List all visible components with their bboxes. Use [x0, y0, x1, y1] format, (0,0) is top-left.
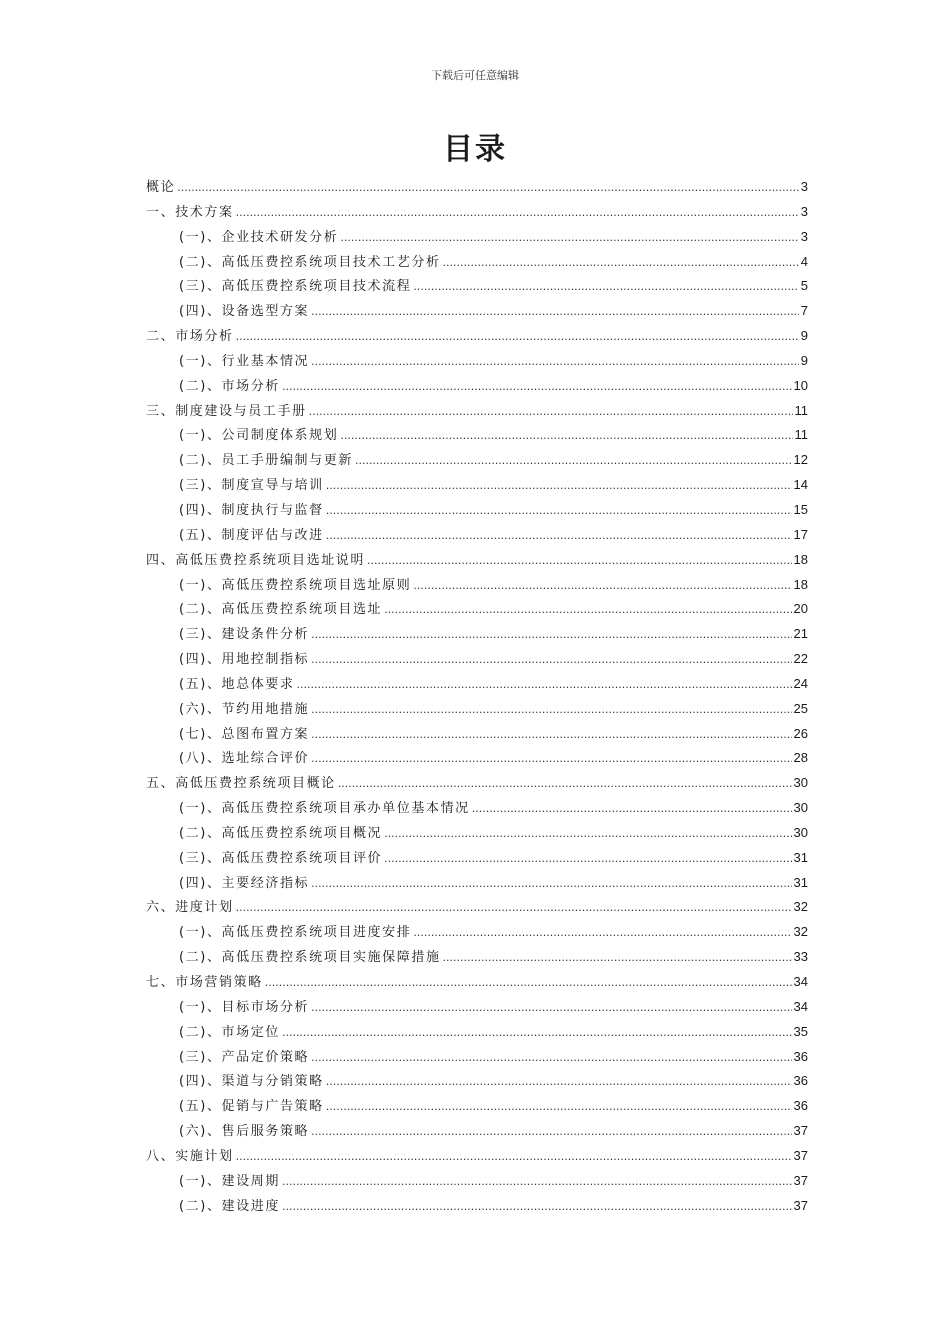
toc-entry[interactable]	[146, 673, 808, 698]
toc-page-number: 7	[800, 303, 808, 319]
toc-entry-text: (五)、促销与广告策略	[179, 1099, 324, 1115]
toc-entry-text: (二)、高低压费控系统项目选址	[179, 602, 383, 618]
toc-page-number: 24	[793, 675, 808, 691]
toc-page-number: 31	[793, 849, 808, 865]
toc-leader-dots	[236, 1150, 792, 1163]
toc-entry[interactable]	[146, 698, 808, 723]
toc-entry[interactable]	[146, 1170, 808, 1195]
toc-entry-text: (六)、售后服务策略	[179, 1124, 310, 1140]
toc-entry-text: (二)、高低压费控系统项目技术工艺分析	[179, 254, 441, 270]
toc-entry-text: 六、进度计划	[146, 900, 234, 916]
toc-entry[interactable]	[146, 971, 808, 996]
toc-page-number: 37	[793, 1197, 808, 1213]
toc-entry-text: (二)、市场定位	[179, 1024, 280, 1040]
toc-leader-dots	[309, 405, 793, 418]
toc-page-number: 18	[793, 576, 808, 592]
toc-leader-dots	[311, 728, 791, 741]
toc-leader-dots	[326, 479, 792, 492]
toc-entry[interactable]	[146, 598, 808, 623]
toc-leader-dots	[367, 554, 792, 567]
toc-page-number: 36	[793, 1098, 808, 1114]
toc-leader-dots	[236, 206, 799, 219]
toc-entry[interactable]	[146, 623, 808, 648]
toc-entry-text: 一、技术方案	[146, 204, 234, 220]
toc-page-number: 32	[793, 899, 808, 915]
toc-entry-text: (一)、建设周期	[179, 1173, 280, 1189]
toc-page-number: 37	[793, 1172, 808, 1188]
toc-leader-dots	[282, 380, 792, 393]
toc-leader-dots	[282, 1200, 792, 1213]
toc-entry[interactable]	[146, 1195, 808, 1220]
toc-entry-text: (一)、高低压费控系统项目进度安排	[179, 925, 412, 941]
toc-entry[interactable]	[146, 1120, 808, 1145]
toc-page-number: 35	[793, 1023, 808, 1039]
toc-leader-dots	[311, 752, 791, 765]
toc-entry[interactable]	[146, 375, 808, 400]
toc-page-number: 37	[793, 1123, 808, 1139]
toc-entry[interactable]	[146, 1021, 808, 1046]
toc-leader-dots	[355, 454, 792, 467]
toc-entry-text: (二)、员工手册编制与更新	[179, 453, 353, 469]
toc-entry[interactable]	[146, 300, 808, 325]
toc-page-number: 14	[793, 477, 808, 493]
toc-entry-text: (二)、高低压费控系统项目实施保障措施	[179, 950, 441, 966]
toc-entry[interactable]	[146, 424, 808, 449]
toc-leader-dots	[413, 926, 791, 939]
toc-entry-text: (一)、行业基本情况	[179, 353, 310, 369]
toc-entry[interactable]	[146, 772, 808, 797]
table-of-contents	[146, 176, 808, 1219]
toc-entry-text: (一)、企业技术研发分析	[179, 229, 339, 245]
toc-page-number: 26	[793, 725, 808, 741]
toc-page-number: 10	[793, 377, 808, 393]
toc-leader-dots	[311, 1001, 791, 1014]
toc-entry[interactable]	[146, 1046, 808, 1071]
toc-leader-dots	[311, 355, 799, 368]
toc-entry[interactable]	[146, 275, 808, 300]
toc-leader-dots	[311, 628, 791, 641]
toc-entry[interactable]	[146, 1095, 808, 1120]
toc-entry-text: (三)、制度宣导与培训	[179, 478, 324, 494]
toc-page-number: 22	[793, 651, 808, 667]
toc-entry-text: (四)、用地控制指标	[179, 652, 310, 668]
toc-entry-text: 概论	[146, 180, 176, 195]
toc-entry-text: 五、高低压费控系统项目概论	[146, 776, 336, 792]
page-title: 目录	[443, 132, 507, 167]
toc-entry-text: (三)、产品定价策略	[179, 1049, 310, 1065]
toc-entry[interactable]	[146, 474, 808, 499]
toc-page-number: 3	[800, 203, 808, 219]
toc-leader-dots	[413, 579, 791, 592]
toc-leader-dots	[282, 1175, 792, 1188]
toc-leader-dots	[311, 877, 791, 890]
toc-leader-dots	[311, 1125, 791, 1138]
toc-leader-dots	[443, 951, 792, 964]
toc-leader-dots	[338, 777, 792, 790]
toc-entry-text: (八)、选址综合评价	[179, 751, 310, 767]
toc-entry-text: (四)、制度执行与监督	[179, 502, 324, 518]
toc-leader-dots	[236, 330, 799, 343]
toc-entry[interactable]	[146, 996, 808, 1021]
toc-page-number: 17	[793, 526, 808, 542]
toc-entry[interactable]	[146, 574, 808, 599]
toc-entry-text: (一)、高低压费控系统项目选址原则	[179, 577, 412, 593]
toc-entry[interactable]	[146, 1070, 808, 1095]
toc-leader-dots	[340, 429, 792, 442]
toc-entry-text: 八、实施计划	[146, 1148, 234, 1164]
toc-entry-text: (七)、总图布置方案	[179, 726, 310, 742]
toc-entry-text: 三、制度建设与员工手册	[146, 403, 307, 419]
toc-page-number: 9	[800, 328, 808, 344]
toc-entry[interactable]	[146, 549, 808, 574]
toc-entry-text: (四)、设备选型方案	[179, 304, 310, 320]
toc-entry-text: (二)、建设进度	[179, 1198, 280, 1214]
toc-page-number: 34	[793, 974, 808, 989]
toc-entry-text: (六)、节约用地措施	[179, 701, 310, 717]
toc-entry-text: (一)、目标市场分析	[179, 999, 310, 1015]
toc-entry[interactable]	[146, 524, 808, 549]
toc-leader-dots	[282, 1026, 792, 1039]
toc-page-number: 30	[793, 800, 808, 816]
toc-leader-dots	[177, 181, 799, 194]
toc-page-number: 11	[794, 427, 808, 443]
toc-leader-dots	[443, 256, 799, 269]
toc-leader-dots	[311, 305, 799, 318]
toc-page-number: 34	[793, 998, 808, 1014]
toc-page-number: 25	[793, 700, 808, 716]
toc-entry-text: (一)、高低压费控系统项目承办单位基本情况	[179, 801, 470, 817]
toc-leader-dots	[413, 280, 798, 293]
toc-entry[interactable]	[146, 847, 808, 872]
toc-page-number: 30	[793, 775, 808, 791]
toc-entry[interactable]	[146, 1145, 808, 1170]
toc-leader-dots	[340, 231, 798, 244]
toc-entry[interactable]	[146, 822, 808, 847]
toc-leader-dots	[311, 653, 791, 666]
toc-page-number: 3	[800, 228, 808, 244]
toc-entry-text: (一)、公司制度体系规划	[179, 428, 339, 444]
toc-leader-dots	[311, 1051, 791, 1064]
toc-entry-text: (三)、建设条件分析	[179, 627, 310, 643]
toc-entry[interactable]	[146, 723, 808, 748]
toc-entry-text: (二)、市场分析	[179, 378, 280, 394]
toc-page-number: 28	[793, 750, 808, 766]
toc-entry[interactable]	[146, 896, 808, 921]
toc-page-number: 36	[793, 1073, 808, 1089]
toc-page-number: 33	[793, 949, 808, 965]
toc-entry-text: (三)、高低压费控系统项目评价	[179, 850, 383, 866]
toc-entry[interactable]	[146, 226, 808, 251]
toc-entry-text: 二、市场分析	[146, 329, 234, 345]
toc-entry[interactable]	[146, 921, 808, 946]
toc-entry[interactable]	[146, 872, 808, 897]
toc-entry-text: 四、高低压费控系统项目选址说明	[146, 552, 366, 568]
toc-page-number: 9	[800, 352, 808, 368]
toc-leader-dots	[265, 976, 792, 989]
toc-leader-dots	[236, 901, 792, 914]
toc-entry[interactable]	[146, 747, 808, 772]
toc-leader-dots	[326, 529, 792, 542]
toc-entry[interactable]	[146, 251, 808, 276]
toc-leader-dots	[326, 504, 792, 517]
toc-page-number: 3	[800, 179, 808, 194]
toc-leader-dots	[384, 603, 791, 616]
toc-entry-text: (五)、地总体要求	[179, 676, 295, 692]
toc-entry[interactable]	[146, 400, 808, 425]
toc-page-number: 5	[800, 278, 808, 294]
toc-entry[interactable]	[146, 946, 808, 971]
toc-leader-dots	[472, 802, 792, 815]
toc-page-number: 11	[794, 402, 808, 418]
toc-leader-dots	[384, 852, 791, 865]
toc-entry[interactable]	[146, 797, 808, 822]
toc-page-number: 21	[793, 626, 808, 642]
toc-page-number: 36	[793, 1048, 808, 1064]
toc-entry[interactable]	[146, 499, 808, 524]
toc-entry-text: 七、市场营销策略	[146, 975, 263, 990]
toc-entry-text: (四)、主要经济指标	[179, 875, 310, 891]
toc-leader-dots	[326, 1100, 792, 1113]
toc-entry-text: (五)、制度评估与改进	[179, 527, 324, 543]
toc-page-number: 37	[793, 1147, 808, 1163]
toc-page-number: 20	[793, 601, 808, 617]
toc-entry[interactable]	[146, 325, 808, 350]
toc-page-number: 4	[800, 253, 808, 269]
toc-page-number: 30	[793, 824, 808, 840]
toc-leader-dots	[384, 827, 791, 840]
toc-entry[interactable]	[146, 176, 808, 201]
toc-page-number: 12	[793, 452, 808, 468]
toc-leader-dots	[297, 678, 792, 691]
toc-entry-text: (二)、高低压费控系统项目概况	[179, 825, 383, 841]
toc-entry-text: (三)、高低压费控系统项目技术流程	[179, 279, 412, 295]
toc-entry-text: (四)、渠道与分销策略	[179, 1074, 324, 1090]
toc-entry[interactable]	[146, 648, 808, 673]
toc-page-number: 32	[793, 924, 808, 940]
toc-entry[interactable]	[146, 201, 808, 226]
toc-entry[interactable]	[146, 449, 808, 474]
toc-entry[interactable]	[146, 350, 808, 375]
toc-page-number: 18	[793, 551, 808, 567]
toc-page-number: 31	[793, 874, 808, 890]
toc-leader-dots	[326, 1075, 792, 1088]
toc-leader-dots	[311, 703, 791, 716]
header-note: 下载后可任意编辑	[431, 69, 519, 82]
toc-page-number: 15	[793, 501, 808, 517]
